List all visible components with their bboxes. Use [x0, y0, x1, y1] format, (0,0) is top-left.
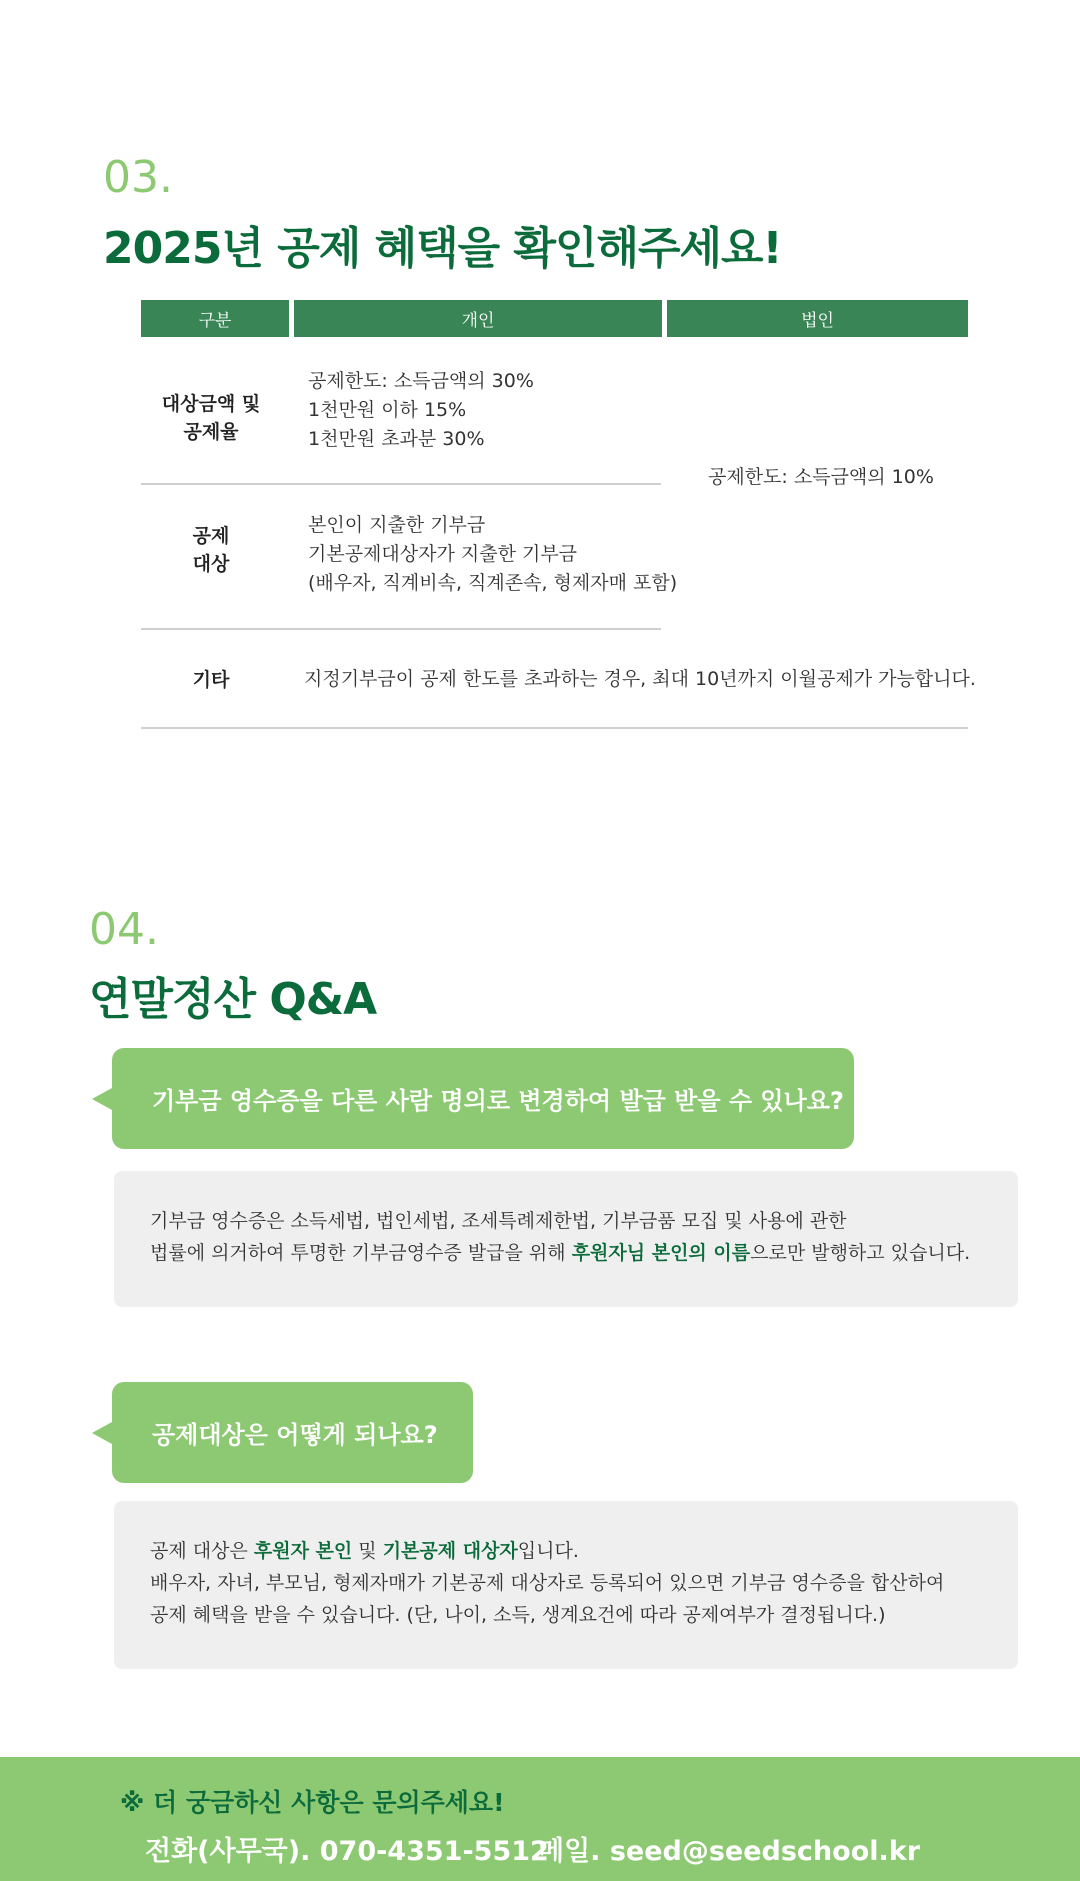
- cell-line: 기본공제대상자가 지출한 기부금: [308, 543, 578, 565]
- footer-notice: ※ 더 궁금하신 사항은 문의주세요!: [120, 1788, 505, 1817]
- individual-cell: [308, 511, 677, 598]
- answer-box: [114, 1501, 1018, 1669]
- question-bubble: [112, 1048, 854, 1149]
- answer-text: 으로만 발행하고 있습니다.: [750, 1242, 971, 1264]
- footer-phone[interactable]: 전화(사무국). 070-4351-5512: [145, 1836, 549, 1867]
- answer-line: 공제 혜택을 받을 수 있습니다. (단, 나이, 소득, 생계요건에 따라 공제여부가 결정됩니다.): [150, 1604, 886, 1626]
- answer-highlight: 후원자 본인: [253, 1540, 353, 1562]
- answer-highlight: 후원자님 본인의 이름: [571, 1242, 751, 1264]
- answer-text: 공제 대상은: [150, 1540, 254, 1562]
- answer-box: [114, 1171, 1018, 1307]
- cell-line: 1천만원 이하 15%: [308, 399, 467, 421]
- section-number: 04.: [89, 904, 159, 955]
- answer-line: [150, 1535, 982, 1567]
- contact-footer: [0, 1757, 1080, 1881]
- table-bottom-line: [141, 727, 968, 729]
- row-label-line: 공제: [192, 525, 230, 547]
- row-label-line: 공제율: [183, 421, 239, 443]
- answer-text: 입니다.: [517, 1540, 579, 1562]
- row-label: [141, 522, 281, 578]
- row-label: 기타: [192, 669, 230, 691]
- footer-email[interactable]: 메일. seed@seedschool.kr: [538, 1836, 921, 1867]
- cell-line: 공제한도: 소득금액의 30%: [308, 370, 534, 392]
- question-text: 기부금 영수증을 다른 사람 명의로 변경하여 발급 받을 수 있나요?: [152, 1087, 844, 1115]
- corporate-cell: 공제한도: 소득금액의 10%: [708, 466, 934, 488]
- answer-text: 및: [352, 1540, 383, 1562]
- individual-cell: [308, 367, 534, 454]
- row-label-line: 대상: [192, 553, 230, 575]
- question-text: 공제대상은 어떻게 되나요?: [152, 1421, 438, 1449]
- row-divider: [141, 628, 661, 630]
- answer-highlight: 기본공제 대상자: [382, 1540, 518, 1562]
- row-divider: [141, 483, 661, 485]
- cell-line: 1천만원 초과분 30%: [308, 428, 485, 450]
- cell-line: 본인이 지출한 기부금: [308, 514, 486, 536]
- section-number: 03.: [103, 152, 173, 203]
- section-title: 연말정산 Q&A: [89, 974, 377, 1025]
- table-header: 법인: [667, 300, 968, 337]
- table-header: 개인: [294, 300, 662, 337]
- question-bubble: [112, 1382, 473, 1483]
- table-header: 구분: [141, 300, 289, 337]
- row-label: [141, 390, 281, 446]
- answer-line: [150, 1237, 982, 1269]
- cell-line: (배우자, 직계비속, 직계존속, 형제자매 포함): [308, 572, 678, 594]
- row-label-line: 대상금액 및: [161, 393, 261, 415]
- answer-text: 법률에 의거하여 투명한 기부금영수증 발급을 위해: [150, 1242, 572, 1264]
- section-title: 2025년 공제 혜택을 확인해주세요!: [103, 223, 782, 274]
- answer-line: 기부금 영수증은 소득세법, 법인세법, 조세특례제한법, 기부금품 모집 및 사용에 관한: [150, 1210, 847, 1232]
- other-cell: 지정기부금이 공제 한도를 초과하는 경우, 최대 10년까지 이월공제가 가능합니다.: [304, 668, 976, 690]
- answer-line: 배우자, 자녀, 부모님, 형제자매가 기본공제 대상자로 등록되어 있으면 기부금 영수증을 합산하여: [150, 1572, 945, 1594]
